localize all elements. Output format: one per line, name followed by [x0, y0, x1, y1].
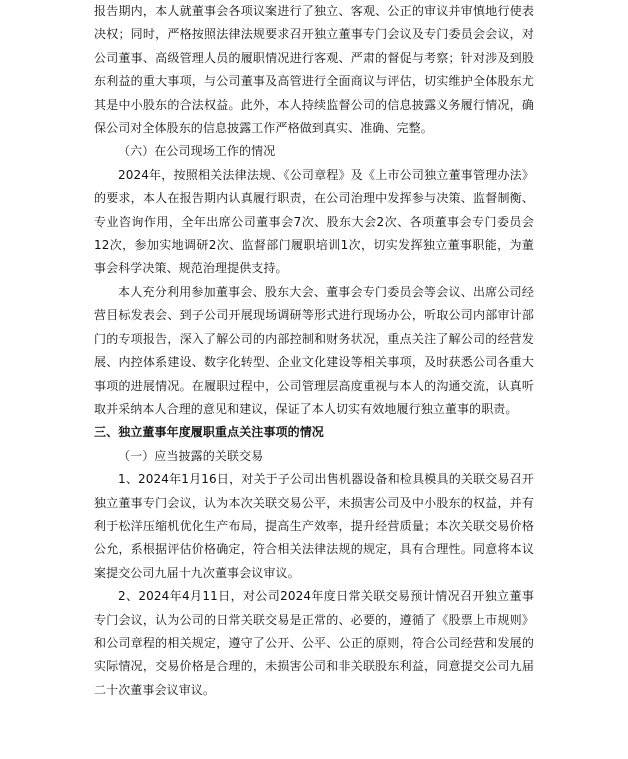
paragraph-board-voting: 报告期内，本人就董事会各项议案进行了独立、客观、公正的审议并审慎地行使表决权；同时，严格按照法律法规要求召开独立董事专门会议及专门委员会会议，对公司董事、高级管理人员的履职情况进行客观、严肃的督促与考察；针对涉及到股东利益的重大事项，与公司董事及高管进行全面商议与评估，切实维护全体股东尤其是中小股东的合法权益。此外，本人持续监督公司的信息披露义务履行情况，确保公司对全体股东的信息披露工作严格做到真实、准确、完整。: [94, 4, 534, 136]
paragraph-onsite-attendance: 2024年，按照相关法律法规、《公司章程》及《上市公司独立董事管理办法》的要求，本人在报告期内认真履行职责，在公司治理中发挥参与决策、监督制衡、专业咨询作用，全年出席公司董事会7次、股东大会2次、各项董事会专门委员会12次，参加实地调研2次、监督部门履职培训1次，切实发挥独立董事职能，为董事会科学决策、规范治理提供支持。: [94, 167, 534, 276]
paragraph-transaction-2: 2、2024年4月11日，对公司2024年度日常关联交易预计情况召开独立董事专门会议，认为公司的日常关联交易是正常的、必要的，遵循了《股票上市规则》和公司章程的相关规定，遵守了公开、公平、公正的原则，符合公司经营和发展的实际情况，交易价格是合理的，未损害公司和非关联股东利益，同意提交公司九届二十次董事会议审议。: [94, 589, 534, 697]
section-heading-key-matters: 三、独立董事年度履职重点关注事项的情况: [94, 425, 324, 440]
paragraph-transaction-1: 1、2024年1月16日，对关于子公司出售机器设备和检具模具的关联交易召开独立董事专门会议，认为本次关联交易公平，未损害公司及中小股东的权益，并有利于松洋压缩机优化生产布局，提高生产效率，提升经营质量；本次关联交易价格公允，系根据评估价格确定，符合相关法律法规的规定，具有合理性。同意将本议案提交公司九届十九次董事会议审议。: [94, 472, 534, 580]
paragraph-onsite-office: 本人充分利用参加董事会、股东大会、董事会专门委员会等会议、出席公司经营目标发表会、到子公司开展现场调研等形式进行现场办公，听取公司内部审计部门的专项报告，深入了解公司的内部控制和财务状况，重点关注了解公司的经营发展、内控体系建设、数字化转型、企业文化建设等相关事项，及时获悉公司各重大事项的进展情况。在履职过程中，公司管理层高度重视与本人的沟通交流，认真听取并采纳本人合理的意见和建议，保证了本人切实有效地履行独立董事的职责。: [94, 284, 534, 416]
subheading-onsite-work: （六）在公司现场工作的情况: [118, 144, 276, 159]
subheading-related-transactions: （一）应当披露的关联交易: [118, 448, 264, 463]
